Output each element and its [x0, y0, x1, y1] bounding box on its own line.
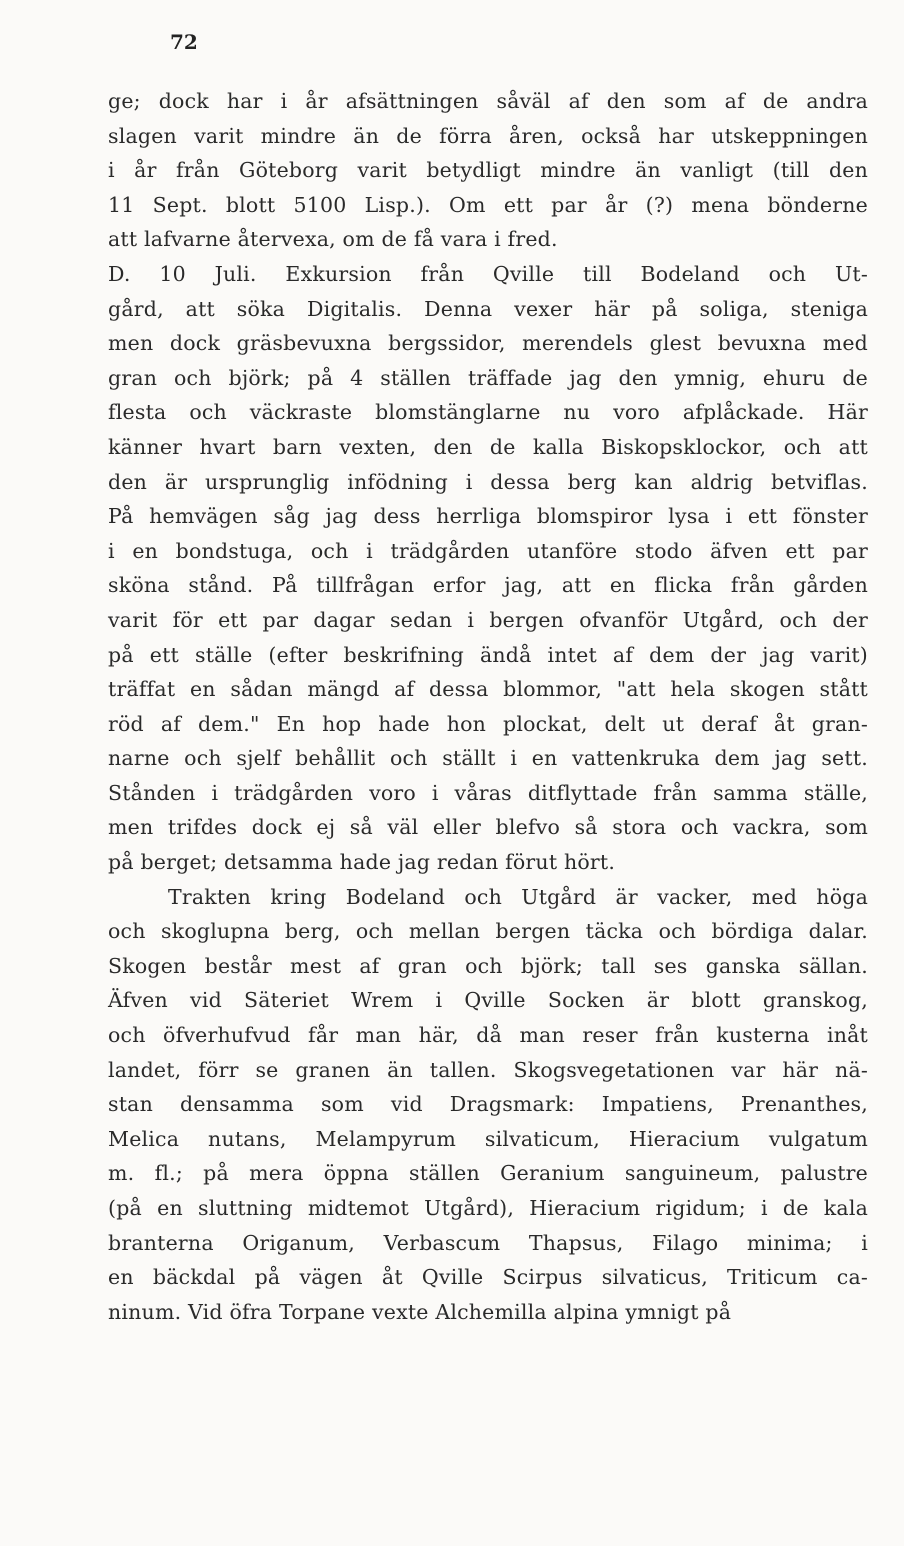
text-line: röd af dem." En hop hade hon plockat, delt ut deraf åt gran-	[108, 711, 868, 736]
text-line: Trakten kring Bodeland och Utgård är vacker, med höga	[168, 884, 868, 909]
text-line: gård, att söka Digitalis. Denna vexer här på soliga, steniga	[108, 296, 868, 321]
text-line: och öfverhufvud får man här, då man reser från kusterna inåt	[108, 1023, 868, 1048]
text-line: Äfven vid Säteriet Wrem i Qville Socken är blott granskog,	[108, 988, 868, 1013]
text-line: Skogen består mest af gran och björk; tall ses ganska sällan.	[108, 953, 868, 978]
text-line: Stånden i trädgården voro i våras ditflyttade från samma ställe,	[108, 780, 868, 805]
text-line: gran och björk; på 4 ställen träffade jag den ymnig, ehuru de	[108, 365, 868, 390]
text-line: D. 10 Juli. Exkursion från Qville till Bodeland och Ut-	[108, 261, 868, 286]
text-line: ninum. Vid öfra Torpane vexte Alchemilla alpina ymnigt på	[108, 1299, 732, 1324]
text-line: på ett ställe (efter beskrifning ändå intet af dem der jag varit)	[108, 642, 868, 667]
text-line: På hemvägen såg jag dess herrliga blomspiror lysa i ett fönster	[108, 504, 868, 529]
text-line: m. fl.; på mera öppna ställen Geranium sanguineum, palustre	[108, 1161, 868, 1186]
text-line: en bäckdal på vägen åt Qville Scirpus silvaticus, Triticum ca-	[108, 1265, 868, 1290]
text-line: men trifdes dock ej så väl eller blefvo så stora och vackra, som	[108, 815, 868, 840]
text-line: stan densamma som vid Dragsmark: Impatiens, Prenanthes,	[108, 1092, 868, 1117]
text-line: narne och sjelf behållit och ställt i en vattenkruka dem jag sett.	[108, 746, 868, 771]
text-line: på berget; detsamma hade jag redan förut hört.	[108, 850, 616, 875]
text-line: men dock gräsbevuxna bergssidor, merendels glest bevuxna med	[108, 331, 868, 356]
text-line: i en bondstuga, och i trädgården utanföre stodo äfven ett par	[108, 538, 868, 563]
page-number: 72	[170, 30, 198, 54]
text-line: 11 Sept. blott 5100 Lisp.). Om ett par år (?) mena bönderne	[108, 192, 868, 217]
text-line: den är ursprunglig infödning i dessa berg kan aldrig betviflas.	[108, 469, 868, 494]
text-line: att lafvarne återvexa, om de få vara i fred.	[108, 227, 558, 252]
text-line: ge; dock har i år afsättningen såväl af den som af de andra	[108, 89, 868, 113]
text-line: slagen varit mindre än de förra åren, också har utskeppningen	[108, 123, 868, 148]
text-line: känner hvart barn vexten, den de kalla Biskopsklockor, och att	[108, 434, 868, 459]
text-line: och skoglupna berg, och mellan bergen täcka och bördiga dalar.	[108, 919, 868, 944]
text-line: (på en sluttning midtemot Utgård), Hieracium rigidum; i de kala	[108, 1196, 868, 1220]
text-line: landet, förr se granen än tallen. Skogsvegetationen var här nä-	[108, 1057, 868, 1082]
text-line: varit för ett par dagar sedan i bergen ofvanför Utgård, och der	[108, 607, 868, 632]
text-line: sköna stånd. På tillfrågan erfor jag, att en flicka från gården	[108, 573, 868, 598]
text-line: flesta och väckraste blomstänglarne nu voro afplåckade. Här	[108, 400, 868, 425]
text-line: i år från Göteborg varit betydligt mindre än vanligt (till den	[108, 158, 868, 183]
text-line: träffat en sådan mängd af dessa blommor, "att hela skogen stått	[108, 677, 868, 702]
text-line: branterna Origanum, Verbascum Thapsus, Filago minima; i	[108, 1230, 868, 1255]
text-line: Melica nutans, Melampyrum silvaticum, Hieracium vulgatum	[108, 1126, 868, 1151]
body-text	[108, 84, 868, 1329]
